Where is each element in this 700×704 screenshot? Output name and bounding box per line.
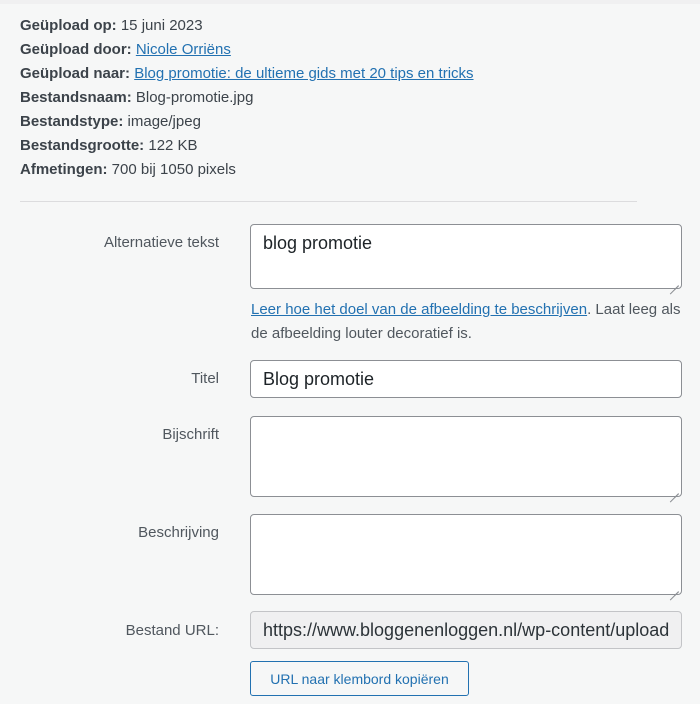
description-field[interactable] [250, 514, 682, 595]
alt-text-help-text: . Laat leeg als de afbeelding louter decoratief is. [251, 301, 681, 342]
file-size-value: 122 KB [148, 137, 198, 154]
file-type [20, 110, 660, 134]
file-url-label: Bestand URL: [125, 622, 219, 639]
uploaded-to-label: Geüpload naar: [20, 65, 131, 82]
copy-url-button[interactable]: URL naar klembord kopiëren [250, 661, 469, 696]
top-border [0, 0, 700, 4]
dimensions-label: Afmetingen: [20, 161, 108, 178]
uploaded-by-label: Geüpload door: [20, 41, 132, 58]
description-label: Beschrijving [138, 524, 219, 541]
file-name-value: Blog-promotie.jpg [135, 89, 254, 106]
uploaded-to [20, 62, 660, 86]
file-url-field[interactable] [250, 611, 682, 649]
caption-field[interactable] [250, 416, 682, 497]
uploaded-on-value: 15 juni 2023 [120, 17, 203, 34]
uploaded-by-link[interactable]: Nicole Orriëns [135, 41, 231, 58]
title-field[interactable] [250, 360, 682, 398]
file-name-label: Bestandsnaam: [20, 89, 132, 106]
caption-label: Bijschrift [162, 426, 219, 443]
file-name [20, 86, 660, 110]
file-type-value: image/jpeg [127, 113, 201, 130]
alt-text-help-link[interactable]: Leer hoe het doel van de afbeelding te beschrijven [251, 301, 588, 318]
alt-text-help [251, 298, 681, 346]
alt-text-label: Alternatieve tekst [103, 234, 219, 251]
divider [20, 201, 637, 202]
dimensions-value: 700 bij 1050 pixels [111, 161, 236, 178]
file-type-label: Bestandstype: [20, 113, 124, 130]
file-size-label: Bestandsgrootte: [20, 137, 145, 154]
dimensions [20, 158, 660, 182]
uploaded-to-link[interactable]: Blog promotie: de ultieme gids met 20 tips en tricks [134, 65, 474, 82]
title-label: Titel [191, 370, 219, 387]
alt-text-field[interactable] [250, 224, 682, 289]
file-size [20, 134, 660, 158]
uploaded-on-label: Geüpload op: [20, 17, 117, 34]
uploaded-by [20, 38, 660, 62]
attachment-details [20, 14, 660, 182]
uploaded-on [20, 14, 660, 38]
